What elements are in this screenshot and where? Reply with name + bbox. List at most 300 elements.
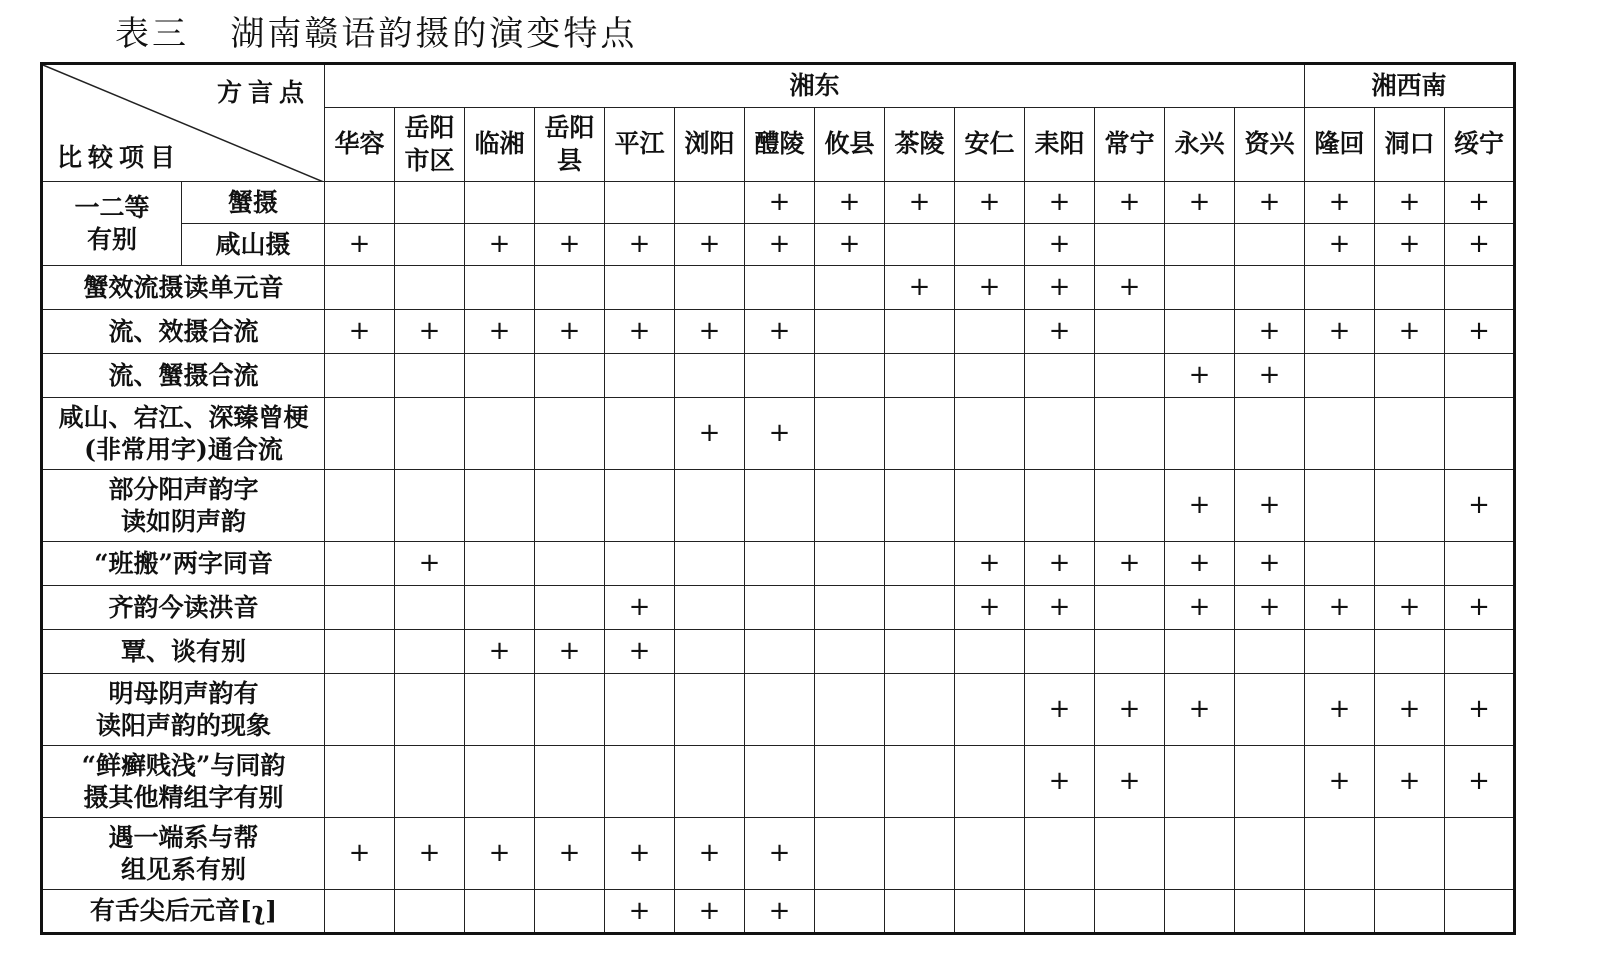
plus-mark: + (698, 895, 721, 926)
plus-mark: + (488, 636, 511, 667)
empty-cell (1165, 890, 1235, 934)
empty-cell (605, 470, 675, 542)
empty-cell (395, 354, 465, 398)
plus-mark: + (1328, 766, 1351, 797)
plus-mark: + (418, 316, 441, 347)
plus-mark: + (768, 418, 791, 449)
empty-cell (465, 586, 535, 630)
plus-mark-cell (535, 818, 605, 890)
plus-mark-cell (465, 630, 535, 674)
empty-cell (815, 630, 885, 674)
table-row (42, 310, 1515, 354)
empty-cell (1445, 890, 1515, 934)
empty-cell (535, 890, 605, 934)
empty-cell (1235, 674, 1305, 746)
plus-mark: + (1258, 548, 1281, 579)
table-row (42, 818, 1515, 890)
plus-mark-cell (325, 818, 395, 890)
empty-cell (885, 630, 955, 674)
plus-mark: + (1048, 766, 1071, 797)
empty-cell (745, 630, 815, 674)
empty-cell (535, 746, 605, 818)
empty-cell (395, 224, 465, 266)
plus-mark: + (488, 316, 511, 347)
plus-mark-cell (1445, 224, 1515, 266)
plus-mark: + (768, 838, 791, 869)
plus-mark: + (1468, 766, 1490, 797)
comparison-table (40, 62, 1516, 935)
empty-cell (1235, 224, 1305, 266)
plus-mark-cell (745, 818, 815, 890)
plus-mark: + (768, 187, 791, 218)
empty-cell (885, 398, 955, 470)
plus-mark: + (1048, 592, 1071, 623)
plus-mark: + (1118, 548, 1141, 579)
empty-cell (395, 746, 465, 818)
plus-mark-cell (535, 224, 605, 266)
empty-cell (1445, 630, 1515, 674)
plus-mark: + (1328, 316, 1351, 347)
plus-mark: + (628, 838, 651, 869)
empty-cell (1375, 542, 1445, 586)
empty-cell (535, 398, 605, 470)
empty-cell (1235, 398, 1305, 470)
plus-mark: + (628, 895, 651, 926)
empty-cell (325, 266, 395, 310)
plus-mark: + (1328, 229, 1351, 260)
empty-cell (885, 310, 955, 354)
empty-cell (1375, 354, 1445, 398)
plus-mark: + (1468, 229, 1490, 260)
plus-mark-cell (1445, 470, 1515, 542)
table-row (42, 470, 1515, 542)
empty-cell (325, 746, 395, 818)
empty-cell (1025, 630, 1095, 674)
empty-cell (535, 674, 605, 746)
plus-mark-cell (1305, 746, 1375, 818)
plus-mark-cell (1305, 224, 1375, 266)
plus-mark: + (628, 592, 651, 623)
empty-cell (465, 890, 535, 934)
empty-cell (955, 630, 1025, 674)
row-label: 齐韵今读洪音 (42, 586, 325, 630)
empty-cell (465, 674, 535, 746)
empty-cell (1445, 818, 1515, 890)
row-label: 覃、谈有别 (42, 630, 325, 674)
region-group-header: 湘西南 (1305, 64, 1515, 108)
row-label: 流、效摄合流 (42, 310, 325, 354)
row-label: 明母阴声韵有 读阳声韵的现象 (42, 674, 325, 746)
plus-mark-cell (1025, 224, 1095, 266)
empty-cell (745, 674, 815, 746)
empty-cell (1025, 890, 1095, 934)
plus-mark-cell (955, 542, 1025, 586)
plus-mark-cell (675, 224, 745, 266)
plus-mark-cell (1165, 354, 1235, 398)
empty-cell (1375, 398, 1445, 470)
plus-mark-cell (1445, 746, 1515, 818)
empty-cell (745, 586, 815, 630)
plus-mark-cell (745, 890, 815, 934)
plus-mark-cell (815, 182, 885, 224)
plus-mark-cell (1235, 182, 1305, 224)
place-header: 安仁 (955, 108, 1025, 182)
empty-cell (1445, 354, 1515, 398)
empty-cell (535, 354, 605, 398)
empty-cell (675, 354, 745, 398)
empty-cell (955, 310, 1025, 354)
plus-mark-cell (1375, 674, 1445, 746)
plus-mark: + (1188, 187, 1211, 218)
empty-cell (1025, 398, 1095, 470)
empty-cell (1235, 746, 1305, 818)
empty-cell (1305, 354, 1375, 398)
empty-cell (745, 266, 815, 310)
plus-mark: + (1048, 694, 1071, 725)
row-label: “班搬”两字同音 (42, 542, 325, 586)
empty-cell (885, 586, 955, 630)
empty-cell (885, 674, 955, 746)
plus-mark: + (488, 229, 511, 260)
empty-cell (815, 746, 885, 818)
empty-cell (395, 586, 465, 630)
plus-mark: + (1328, 694, 1351, 725)
plus-mark: + (1258, 316, 1281, 347)
empty-cell (395, 630, 465, 674)
plus-mark: + (488, 838, 511, 869)
plus-mark: + (558, 316, 581, 347)
plus-mark: + (908, 187, 931, 218)
place-header: 茶陵 (885, 108, 955, 182)
plus-mark: + (698, 418, 721, 449)
empty-cell (325, 354, 395, 398)
empty-cell (815, 674, 885, 746)
plus-mark: + (628, 316, 651, 347)
place-header: 常宁 (1095, 108, 1165, 182)
plus-mark: + (1188, 548, 1211, 579)
plus-mark-cell (1375, 586, 1445, 630)
header-corner-cell (42, 64, 325, 182)
place-header: 华容 (325, 108, 395, 182)
plus-mark-cell (675, 398, 745, 470)
empty-cell (1095, 470, 1165, 542)
row-label: 流、蟹摄合流 (42, 354, 325, 398)
plus-mark-cell (1165, 182, 1235, 224)
empty-cell (395, 398, 465, 470)
plus-mark: + (1118, 694, 1141, 725)
empty-cell (955, 746, 1025, 818)
empty-cell (465, 182, 535, 224)
empty-cell (955, 890, 1025, 934)
empty-cell (1165, 746, 1235, 818)
empty-cell (745, 470, 815, 542)
empty-cell (955, 818, 1025, 890)
plus-mark-cell (1025, 182, 1095, 224)
row-label: 咸山、宕江、深臻曾梗 (非常用字)通合流 (42, 398, 325, 470)
empty-cell (815, 818, 885, 890)
plus-mark: + (1398, 766, 1421, 797)
plus-mark: + (1468, 592, 1490, 623)
place-header: 耒阳 (1025, 108, 1095, 182)
empty-cell (1375, 890, 1445, 934)
plus-mark-cell (1235, 586, 1305, 630)
plus-mark: + (1048, 187, 1071, 218)
plus-mark-cell (605, 630, 675, 674)
empty-cell (535, 266, 605, 310)
empty-cell (1305, 818, 1375, 890)
plus-mark-cell (745, 310, 815, 354)
empty-cell (1235, 890, 1305, 934)
place-header: 洞口 (1375, 108, 1445, 182)
empty-cell (1375, 818, 1445, 890)
plus-mark-cell (1025, 674, 1095, 746)
plus-mark-cell (465, 224, 535, 266)
empty-cell (465, 542, 535, 586)
place-header: 永兴 (1165, 108, 1235, 182)
empty-cell (1095, 398, 1165, 470)
empty-cell (1305, 890, 1375, 934)
place-header: 攸县 (815, 108, 885, 182)
empty-cell (815, 890, 885, 934)
empty-cell (1025, 818, 1095, 890)
plus-mark: + (558, 838, 581, 869)
plus-mark: + (978, 548, 1001, 579)
place-header: 平江 (605, 108, 675, 182)
empty-cell (885, 354, 955, 398)
plus-mark-cell (1095, 182, 1165, 224)
empty-cell (1165, 266, 1235, 310)
empty-cell (605, 182, 675, 224)
empty-cell (955, 398, 1025, 470)
empty-cell (325, 470, 395, 542)
plus-mark-cell (1375, 182, 1445, 224)
empty-cell (535, 542, 605, 586)
plus-mark: + (1048, 272, 1071, 303)
plus-mark: + (1188, 694, 1211, 725)
empty-cell (885, 818, 955, 890)
empty-cell (605, 746, 675, 818)
plus-mark: + (698, 229, 721, 260)
empty-cell (815, 470, 885, 542)
empty-cell (465, 746, 535, 818)
empty-cell (1235, 818, 1305, 890)
plus-mark: + (1468, 694, 1490, 725)
plus-mark: + (698, 838, 721, 869)
place-header: 资兴 (1235, 108, 1305, 182)
empty-cell (815, 266, 885, 310)
empty-cell (1095, 818, 1165, 890)
plus-mark-cell (395, 818, 465, 890)
empty-cell (675, 674, 745, 746)
plus-mark-cell (535, 630, 605, 674)
table-row (42, 398, 1515, 470)
row-label: “鲜癣贱浅”与同韵 摄其他精组字有别 (42, 746, 325, 818)
empty-cell (675, 586, 745, 630)
plus-mark: + (558, 229, 581, 260)
plus-mark-cell (465, 310, 535, 354)
plus-mark-cell (1165, 674, 1235, 746)
plus-mark: + (1258, 490, 1281, 521)
plus-mark: + (1258, 360, 1281, 391)
plus-mark: + (1118, 766, 1141, 797)
plus-mark-cell (745, 224, 815, 266)
empty-cell (1165, 310, 1235, 354)
plus-mark-cell (1165, 470, 1235, 542)
empty-cell (395, 890, 465, 934)
plus-mark-cell (1165, 542, 1235, 586)
empty-cell (535, 586, 605, 630)
plus-mark-cell (1095, 542, 1165, 586)
empty-cell (675, 266, 745, 310)
empty-cell (675, 542, 745, 586)
table-row (42, 746, 1515, 818)
place-header: 浏阳 (675, 108, 745, 182)
row-group-label: 一二等 有别 (42, 182, 182, 266)
plus-mark: + (1468, 316, 1490, 347)
plus-mark: + (418, 838, 441, 869)
plus-mark-cell (675, 310, 745, 354)
plus-mark: + (1048, 316, 1071, 347)
row-label: 遇一端系与帮 组见系有别 (42, 818, 325, 890)
plus-mark-cell (745, 182, 815, 224)
empty-cell (885, 890, 955, 934)
plus-mark-cell (955, 266, 1025, 310)
plus-mark-cell (1445, 674, 1515, 746)
empty-cell (1095, 890, 1165, 934)
empty-cell (535, 470, 605, 542)
empty-cell (605, 674, 675, 746)
plus-mark: + (1468, 490, 1490, 521)
empty-cell (745, 746, 815, 818)
plus-mark-cell (1305, 586, 1375, 630)
empty-cell (1305, 542, 1375, 586)
place-header: 隆回 (1305, 108, 1375, 182)
empty-cell (955, 674, 1025, 746)
plus-mark-cell (1445, 586, 1515, 630)
plus-mark: + (1048, 548, 1071, 579)
plus-mark: + (1468, 187, 1490, 218)
plus-mark-cell (1025, 586, 1095, 630)
empty-cell (1445, 398, 1515, 470)
empty-cell (605, 398, 675, 470)
plus-mark: + (1188, 592, 1211, 623)
empty-cell (955, 224, 1025, 266)
corner-label-places: 方言点 (216, 78, 310, 107)
empty-cell (1025, 354, 1095, 398)
plus-mark-cell (535, 310, 605, 354)
plus-mark: + (698, 316, 721, 347)
plus-mark: + (628, 636, 651, 667)
empty-cell (1095, 310, 1165, 354)
empty-cell (395, 674, 465, 746)
empty-cell (535, 182, 605, 224)
row-label: 部分阳声韵字 读如阴声韵 (42, 470, 325, 542)
table-title: 表三 湖南赣语韵摄的演变特点 (115, 14, 638, 54)
empty-cell (815, 586, 885, 630)
empty-cell (955, 354, 1025, 398)
plus-mark-cell (395, 310, 465, 354)
empty-cell (1095, 586, 1165, 630)
empty-cell (1165, 224, 1235, 266)
plus-mark: + (838, 187, 861, 218)
empty-cell (745, 542, 815, 586)
empty-cell (1445, 542, 1515, 586)
empty-cell (1095, 630, 1165, 674)
empty-cell (955, 470, 1025, 542)
table-row (42, 542, 1515, 586)
plus-mark-cell (605, 310, 675, 354)
plus-mark: + (1398, 694, 1421, 725)
plus-mark-cell (1025, 746, 1095, 818)
table-row (42, 890, 1515, 934)
plus-mark-cell (885, 182, 955, 224)
empty-cell (395, 182, 465, 224)
plus-mark: + (1188, 490, 1211, 521)
plus-mark: + (1188, 360, 1211, 391)
empty-cell (1235, 266, 1305, 310)
empty-cell (885, 224, 955, 266)
empty-cell (675, 470, 745, 542)
empty-cell (1375, 266, 1445, 310)
empty-cell (325, 542, 395, 586)
plus-mark-cell (1445, 182, 1515, 224)
empty-cell (675, 630, 745, 674)
plus-mark-cell (815, 224, 885, 266)
empty-cell (605, 266, 675, 310)
place-header: 醴陵 (745, 108, 815, 182)
empty-cell (605, 354, 675, 398)
plus-mark-cell (605, 586, 675, 630)
empty-cell (465, 398, 535, 470)
table-row (42, 354, 1515, 398)
empty-cell (885, 746, 955, 818)
empty-cell (815, 542, 885, 586)
empty-cell (395, 470, 465, 542)
place-header: 临湘 (465, 108, 535, 182)
empty-cell (885, 470, 955, 542)
empty-cell (815, 354, 885, 398)
plus-mark-cell (605, 818, 675, 890)
plus-mark: + (768, 895, 791, 926)
plus-mark-cell (1095, 746, 1165, 818)
empty-cell (1305, 470, 1375, 542)
empty-cell (1305, 398, 1375, 470)
plus-mark-cell (675, 818, 745, 890)
empty-cell (1375, 470, 1445, 542)
plus-mark: + (978, 272, 1001, 303)
corner-label-items: 比较项目 (57, 142, 182, 172)
plus-mark: + (838, 229, 861, 260)
empty-cell (675, 182, 745, 224)
plus-mark-cell (325, 310, 395, 354)
plus-mark: + (1398, 316, 1421, 347)
plus-mark-cell (1095, 674, 1165, 746)
plus-mark-cell (1445, 310, 1515, 354)
empty-cell (745, 354, 815, 398)
plus-mark-cell (1375, 310, 1445, 354)
plus-mark-cell (955, 182, 1025, 224)
plus-mark-cell (1375, 746, 1445, 818)
empty-cell (1165, 818, 1235, 890)
empty-cell (325, 630, 395, 674)
empty-cell (325, 674, 395, 746)
row-sub-label: 蟹摄 (182, 182, 325, 224)
plus-mark: + (1118, 187, 1141, 218)
plus-mark-cell (1235, 310, 1305, 354)
empty-cell (605, 542, 675, 586)
plus-mark-cell (1375, 224, 1445, 266)
plus-mark: + (1328, 592, 1351, 623)
